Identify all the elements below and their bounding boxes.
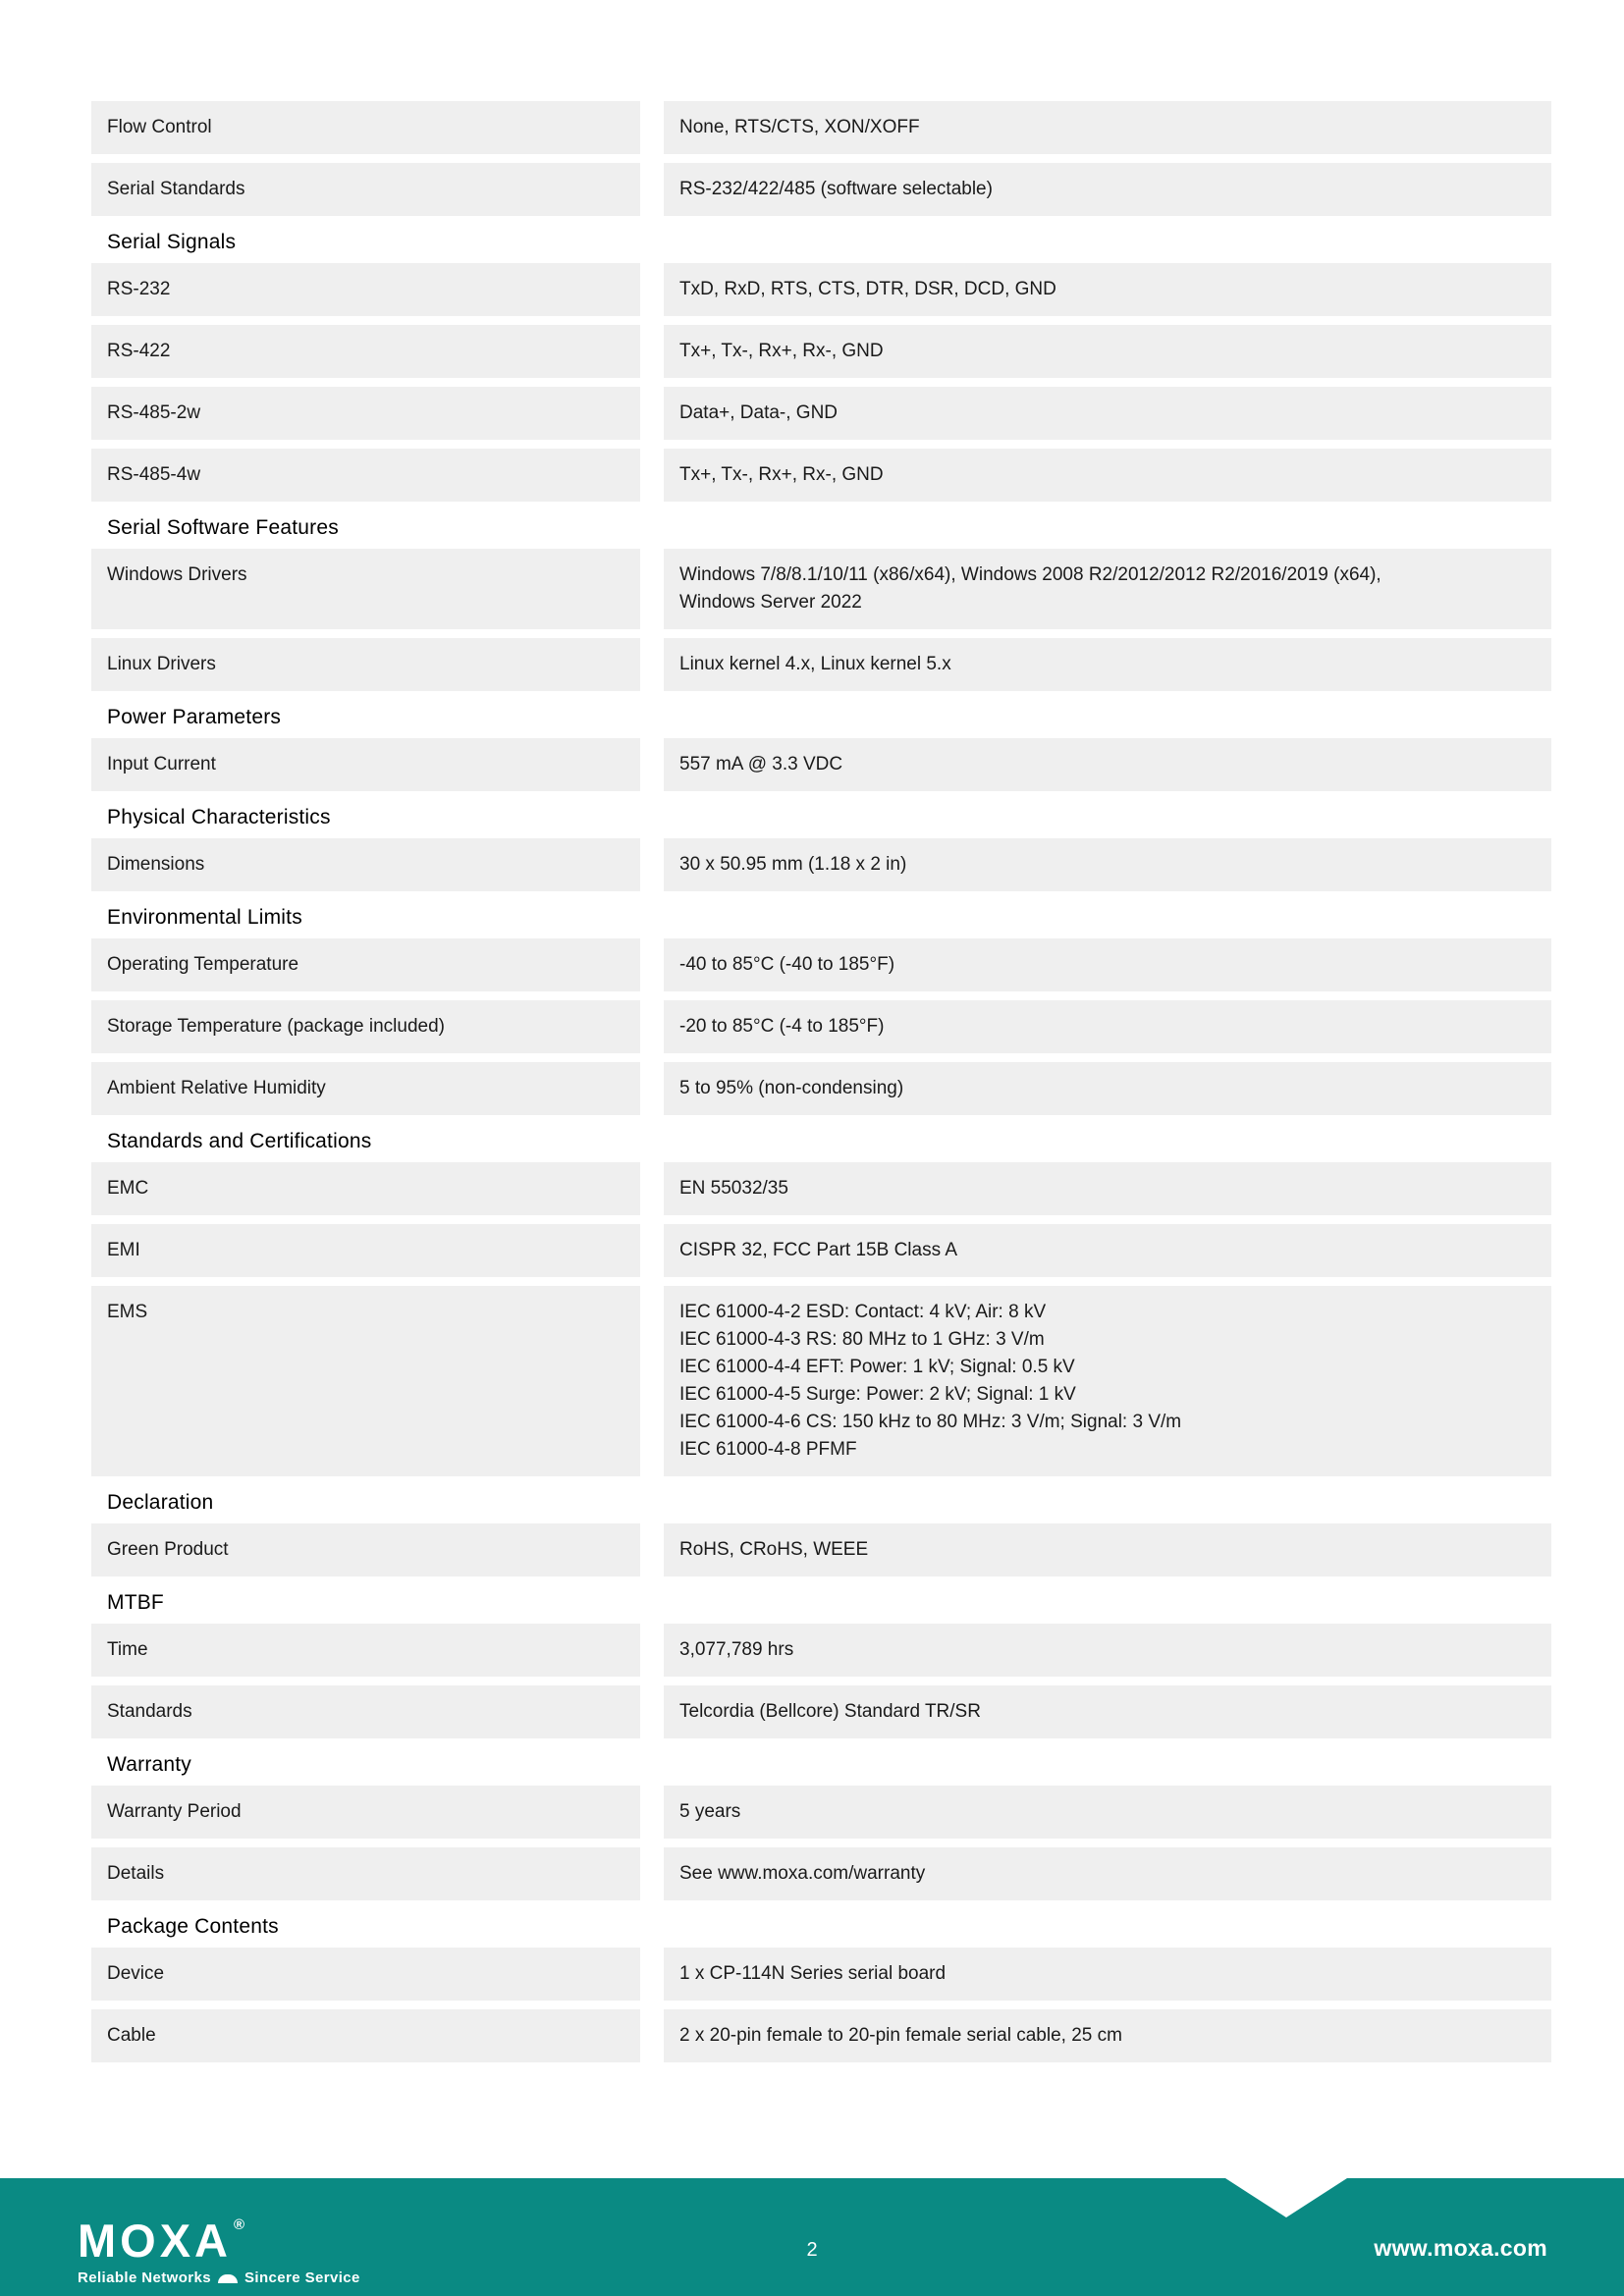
spec-row-ambient-relative-humidity (91, 1062, 1551, 1115)
spec-value: 1 x CP-114N Series serial board (664, 1948, 1551, 2001)
spec-label: Storage Temperature (package included) (91, 1000, 640, 1053)
registered-trademark-icon: ® (234, 2216, 245, 2233)
page-number: 2 (806, 2239, 818, 2261)
spec-row-rs232 (91, 263, 1551, 316)
spec-value: 2 x 20-pin female to 20-pin female serial cable, 25 cm (664, 2009, 1551, 2062)
spec-value: See www.moxa.com/warranty (664, 1847, 1551, 1900)
spec-label: RS-422 (91, 325, 640, 378)
section-title-environmental-limits: Environmental Limits (107, 906, 302, 929)
spec-value-line: Windows 7/8/8.1/10/11 (x86/x64), Windows 2008 R2/2012/2012 R2/2016/2019 (x64), (679, 564, 1381, 585)
spec-label: Input Current (91, 738, 640, 791)
spec-value: Linux kernel 4.x, Linux kernel 5.x (664, 638, 1551, 691)
section-title-standards-and-certifications: Standards and Certifications (107, 1130, 372, 1152)
notch-triangle-icon (1225, 2178, 1347, 2217)
spec-label: Device (91, 1948, 640, 2001)
spec-label: Warranty Period (91, 1786, 640, 1839)
section-title-warranty: Warranty (107, 1753, 191, 1776)
spec-label: EMI (91, 1224, 640, 1277)
logo-text: MOXA (78, 2215, 232, 2267)
spec-label: RS-485-4w (91, 449, 640, 502)
moxa-logo (78, 2202, 360, 2286)
spec-label: Flow Control (91, 101, 640, 154)
tagline-left: Reliable Networks (78, 2269, 212, 2286)
spec-row-device (91, 1948, 1551, 2001)
spec-value (664, 1286, 1551, 1476)
spec-label: Details (91, 1847, 640, 1900)
spec-row-storage-temperature (91, 1000, 1551, 1053)
spec-value: RS-232/422/485 (software selectable) (664, 163, 1551, 216)
spec-row-emi (91, 1224, 1551, 1277)
spec-label: Ambient Relative Humidity (91, 1062, 640, 1115)
spec-value: CISPR 32, FCC Part 15B Class A (664, 1224, 1551, 1277)
spec-row-mtbf-time (91, 1624, 1551, 1677)
section-title-package-contents: Package Contents (107, 1915, 279, 1938)
spec-label: Cable (91, 2009, 640, 2062)
logo-tagline (78, 2269, 360, 2286)
spec-row-ems (91, 1286, 1551, 1476)
spec-row-emc (91, 1162, 1551, 1215)
spec-table (91, 101, 1551, 2071)
section-title-physical-characteristics: Physical Characteristics (107, 806, 331, 828)
section-title-declaration: Declaration (107, 1491, 214, 1514)
spec-row-flow-control (91, 101, 1551, 154)
spec-value: None, RTS/CTS, XON/XOFF (664, 101, 1551, 154)
spec-label: Time (91, 1624, 640, 1677)
spec-row-cable (91, 2009, 1551, 2062)
spec-label: Windows Drivers (91, 549, 640, 629)
spec-value: 557 mA @ 3.3 VDC (664, 738, 1551, 791)
spec-value-line: IEC 61000-4-2 ESD: Contact: 4 kV; Air: 8 kV (679, 1302, 1047, 1322)
section-title-serial-signals: Serial Signals (107, 231, 237, 253)
spec-row-rs422 (91, 325, 1551, 378)
spec-value: 30 x 50.95 mm (1.18 x 2 in) (664, 838, 1551, 891)
spec-row-linux-drivers (91, 638, 1551, 691)
spec-row-warranty-details (91, 1847, 1551, 1900)
spec-row-rs485-4w (91, 449, 1551, 502)
spec-value-line: IEC 61000-4-8 PFMF (679, 1439, 857, 1460)
spec-value: -40 to 85°C (-40 to 185°F) (664, 938, 1551, 991)
spec-label: Dimensions (91, 838, 640, 891)
spec-value: Data+, Data-, GND (664, 387, 1551, 440)
spec-value: Tx+, Tx-, Rx+, Rx-, GND (664, 325, 1551, 378)
spec-value: EN 55032/35 (664, 1162, 1551, 1215)
spec-row-dimensions (91, 838, 1551, 891)
spec-value: 3,077,789 hrs (664, 1624, 1551, 1677)
spec-value: Telcordia (Bellcore) Standard TR/SR (664, 1685, 1551, 1738)
spec-label: Linux Drivers (91, 638, 640, 691)
spec-label: Operating Temperature (91, 938, 640, 991)
spec-label: EMS (91, 1286, 640, 1476)
spec-row-green-product (91, 1523, 1551, 1576)
spec-label: RS-485-2w (91, 387, 640, 440)
logo-wordmark (78, 2202, 360, 2265)
spec-value-line: Windows Server 2022 (679, 592, 862, 613)
website-link[interactable]: www.moxa.com (1374, 2235, 1547, 2261)
spec-row-mtbf-standards (91, 1685, 1551, 1738)
spec-value-line: IEC 61000-4-4 EFT: Power: 1 kV; Signal: 0.5 kV (679, 1357, 1075, 1377)
spec-value: 5 to 95% (non-condensing) (664, 1062, 1551, 1115)
spec-row-windows-drivers (91, 549, 1551, 629)
tagline-right: Sincere Service (244, 2269, 360, 2286)
section-title-mtbf: MTBF (107, 1591, 164, 1614)
spec-value: RoHS, CRoHS, WEEE (664, 1523, 1551, 1576)
spec-label: Standards (91, 1685, 640, 1738)
spec-value: Tx+, Tx-, Rx+, Rx-, GND (664, 449, 1551, 502)
spec-value: TxD, RxD, RTS, CTS, DTR, DSR, DCD, GND (664, 263, 1551, 316)
spec-value: 5 years (664, 1786, 1551, 1839)
spec-label: Green Product (91, 1523, 640, 1576)
spec-label: Serial Standards (91, 163, 640, 216)
spec-value-line: IEC 61000-4-3 RS: 80 MHz to 1 GHz: 3 V/m (679, 1329, 1045, 1350)
spec-row-serial-standards (91, 163, 1551, 216)
spec-label: EMC (91, 1162, 640, 1215)
spec-value: -20 to 85°C (-4 to 185°F) (664, 1000, 1551, 1053)
mound-icon (218, 2274, 238, 2283)
spec-value-line: IEC 61000-4-5 Surge: Power: 2 kV; Signal: 1 kV (679, 1384, 1076, 1405)
section-title-serial-software-features: Serial Software Features (107, 516, 339, 539)
spec-value-line: IEC 61000-4-6 CS: 150 kHz to 80 MHz: 3 V/m; Signal: 3 V/m (679, 1412, 1182, 1432)
spec-row-input-current (91, 738, 1551, 791)
spec-row-warranty-period (91, 1786, 1551, 1839)
spec-row-rs485-2w (91, 387, 1551, 440)
spec-label: RS-232 (91, 263, 640, 316)
spec-value (664, 549, 1551, 629)
spec-row-operating-temperature (91, 938, 1551, 991)
section-title-power-parameters: Power Parameters (107, 706, 282, 728)
footer (0, 2178, 1624, 2296)
